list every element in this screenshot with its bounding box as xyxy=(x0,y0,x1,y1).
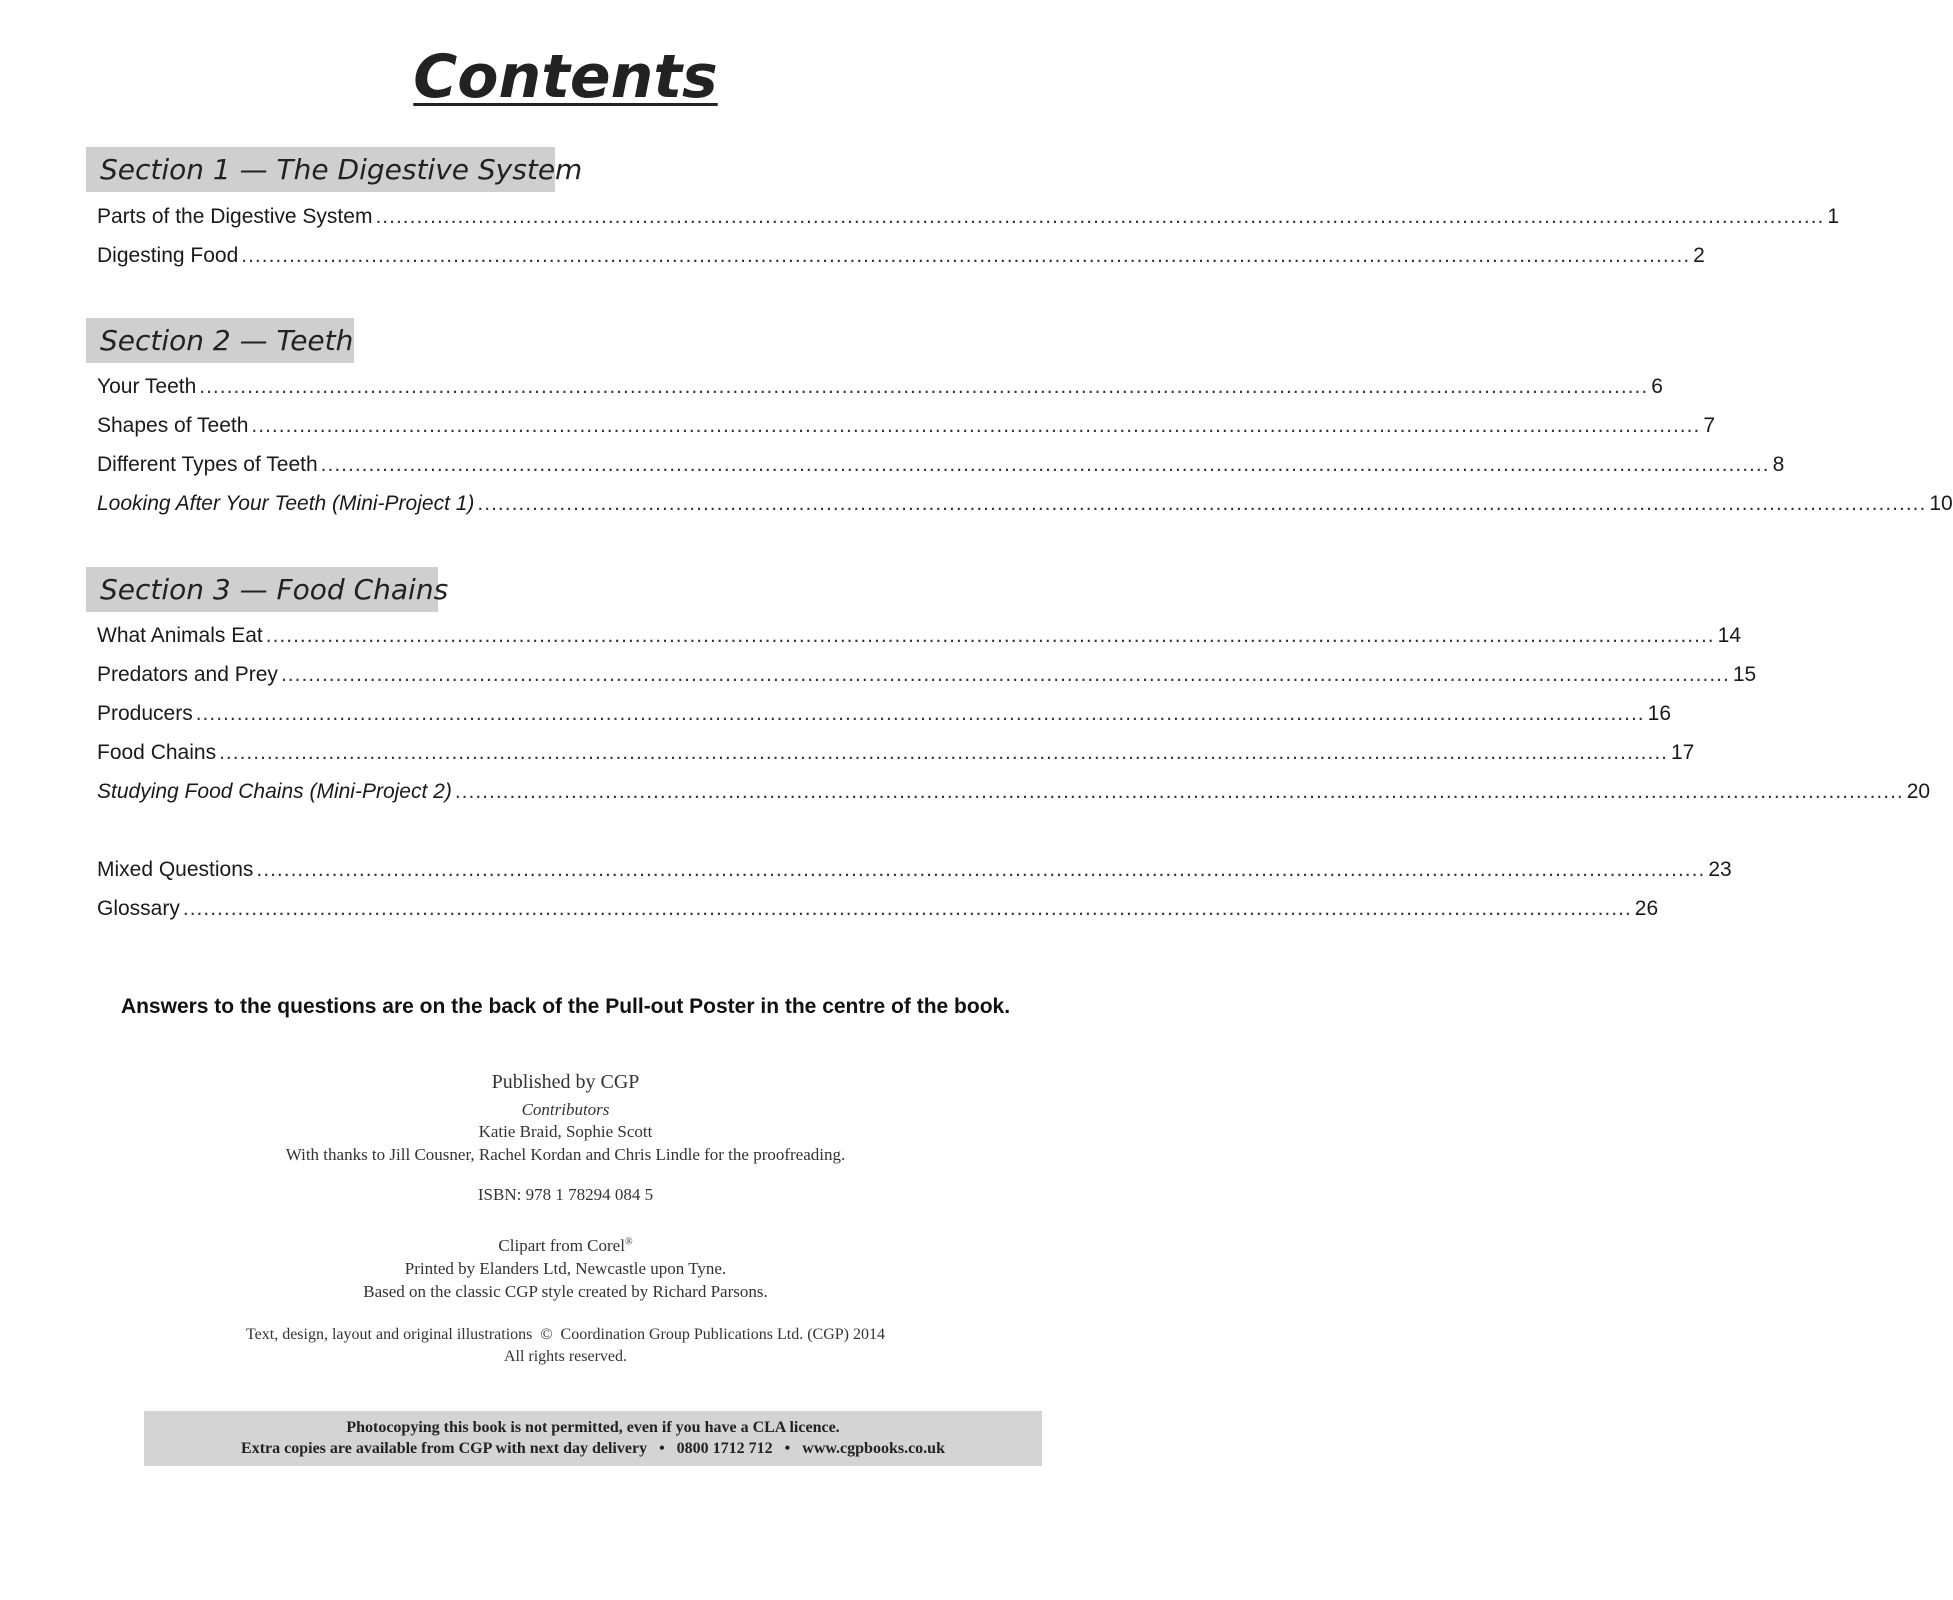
section-2-heading: Section 2 — Teeth xyxy=(86,318,354,363)
toc-entry[interactable] xyxy=(97,855,1732,885)
leader-dots: .................................................................................................................................................................................................................... xyxy=(265,624,1715,647)
leader-dots: .................................................................................................................................................................................................................... xyxy=(251,414,1701,437)
toc-entry-label: Your Teeth xyxy=(97,375,197,398)
section-3-heading: Section 3 — Food Chains xyxy=(86,567,438,612)
leader-dots: .................................................................................................................................................................................................................... xyxy=(219,741,1668,764)
leader-dots: .................................................................................................................................................................................................................... xyxy=(241,244,1691,267)
toc-entry-page: 20 xyxy=(1906,780,1931,803)
toc-entry[interactable] xyxy=(97,489,1953,519)
photocopy-notice xyxy=(144,1411,1042,1466)
toc-entry[interactable] xyxy=(97,241,1705,271)
toc-entry-label: Food Chains xyxy=(97,741,217,764)
toc-entry[interactable] xyxy=(97,738,1695,768)
clipart-credit: Clipart from Corel® xyxy=(498,1236,633,1255)
answers-note: Answers to the questions are on the back of the Pull-out Poster in the centre of the book. xyxy=(120,995,1011,1018)
toc-entry-page: 17 xyxy=(1671,741,1695,764)
based-on: Based on the classic CGP style created by Richard Parsons. xyxy=(363,1282,768,1301)
leader-dots: .................................................................................................................................................................................................................... xyxy=(280,663,1730,686)
toc-entry-label: What Animals Eat xyxy=(97,624,263,647)
leader-dots: .................................................................................................................................................................................................................... xyxy=(256,858,1706,881)
toc-entry-page: 16 xyxy=(1647,702,1671,725)
section-1-heading: Section 1 — The Digestive System xyxy=(86,147,555,192)
rights-reserved: All rights reserved. xyxy=(503,1348,628,1365)
toc-entry[interactable] xyxy=(97,450,1785,480)
toc-entry-label: Looking After Your Teeth (Mini-Project 1) xyxy=(97,492,475,515)
isbn: ISBN: 978 1 78294 084 5 xyxy=(477,1185,654,1204)
toc-entry-label: Mixed Questions xyxy=(97,858,254,881)
leader-dots: .................................................................................................................................................................................................................... xyxy=(454,780,1904,803)
toc-entry[interactable] xyxy=(97,777,1931,807)
thanks-line: With thanks to Jill Cousner, Rachel Kordan and Chris Lindle for the proofreading. xyxy=(285,1145,846,1164)
contributors-heading: Contributors xyxy=(521,1100,610,1119)
toc-entry-label: Producers xyxy=(97,702,193,725)
toc-entry-label: Parts of the Digestive System xyxy=(97,205,373,228)
toc-entry-label: Predators and Prey xyxy=(97,663,278,686)
toc-entry[interactable] xyxy=(97,621,1742,651)
leader-dots: .................................................................................................................................................................................................................... xyxy=(182,897,1632,920)
toc-entry-page: 8 xyxy=(1772,453,1785,476)
copyright: Text, design, layout and original illustrations © Coordination Group Publications Ltd. (CGP) 2014 xyxy=(246,1326,885,1343)
toc-entry-page: 10 xyxy=(1929,492,1953,515)
toc-entry-page: 15 xyxy=(1732,663,1757,686)
toc-entry-label: Different Types of Teeth xyxy=(97,453,318,476)
extra-copies-line: Extra copies are available from CGP with next day delivery • 0800 1712 712 • www.cgpbooks.co.uk xyxy=(241,1440,945,1457)
published-by: Published by CGP xyxy=(491,1071,640,1093)
toc-entry-page: 23 xyxy=(1708,858,1732,881)
toc-entry[interactable] xyxy=(97,660,1757,690)
leader-dots: .................................................................................................................................................................................................................... xyxy=(195,702,1645,725)
toc-entry-label: Shapes of Teeth xyxy=(97,414,249,437)
leader-dots: .................................................................................................................................................................................................................... xyxy=(375,205,1825,228)
contributors: Katie Braid, Sophie Scott xyxy=(478,1122,653,1141)
toc-entry[interactable] xyxy=(97,202,1840,232)
leader-dots: .................................................................................................................................................................................................................... xyxy=(477,492,1927,515)
leader-dots: .................................................................................................................................................................................................................... xyxy=(199,375,1649,398)
toc-entry-label: Digesting Food xyxy=(97,244,239,267)
toc-entry-page: 14 xyxy=(1717,624,1742,647)
toc-entry-page: 6 xyxy=(1651,375,1663,398)
toc-entry[interactable] xyxy=(97,699,1671,729)
toc-entry-label: Glossary xyxy=(97,897,180,920)
page-title: Contents xyxy=(413,42,718,112)
toc-entry[interactable] xyxy=(97,411,1716,441)
toc-entry-page: 2 xyxy=(1693,244,1705,267)
printed-by: Printed by Elanders Ltd, Newcastle upon Tyne. xyxy=(404,1259,727,1278)
toc-entry[interactable] xyxy=(97,894,1659,924)
leader-dots: .................................................................................................................................................................................................................... xyxy=(320,453,1770,476)
toc-entry-page: 1 xyxy=(1827,205,1840,228)
toc-entry-page: 7 xyxy=(1703,414,1716,437)
photocopy-line: Photocopying this book is not permitted, even if you have a CLA licence. xyxy=(346,1419,840,1436)
toc-entry-page: 26 xyxy=(1634,897,1659,920)
toc-entry-label: Studying Food Chains (Mini-Project 2) xyxy=(97,780,452,803)
toc-entry[interactable] xyxy=(97,372,1663,402)
